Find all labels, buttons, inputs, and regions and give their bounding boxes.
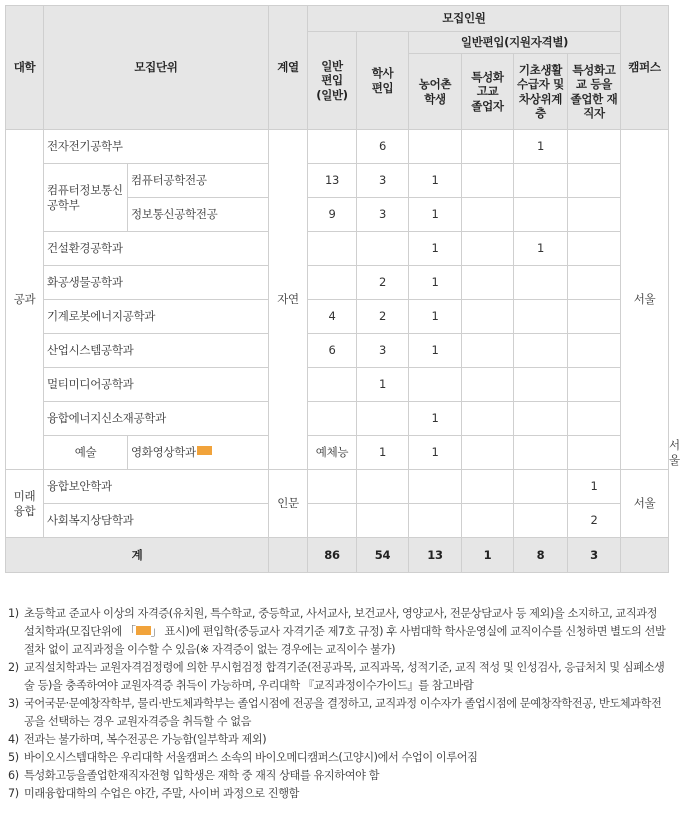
cell-farm: 1 xyxy=(409,300,462,334)
footnote-item: 7) 미래융합대학의 수업은 야간, 주말, 사이버 과정으로 진행함 xyxy=(8,787,300,800)
cell-special-worker: 2 xyxy=(568,504,621,538)
cell-special-hs xyxy=(462,300,514,334)
college-eng: 공과 xyxy=(6,130,44,470)
total-basic: 8 xyxy=(514,538,568,573)
cell-basic xyxy=(514,266,568,300)
unit-conv: 융합에너지신소재공학과 xyxy=(44,402,269,436)
header-special-worker: 특성화고교 등을 졸업한 재직자 xyxy=(568,54,621,130)
total-special-worker: 3 xyxy=(568,538,621,573)
unit-ce-major: 컴퓨터공학전공 xyxy=(128,164,269,198)
cell-special-hs xyxy=(462,368,514,402)
cell-bachelor xyxy=(357,232,409,266)
total-general: 86 xyxy=(308,538,357,573)
cell-farm: 1 xyxy=(409,198,462,232)
footnotes xyxy=(8,605,668,803)
cell-bachelor xyxy=(357,504,409,538)
cell-basic xyxy=(514,300,568,334)
college-future: 미래 융합 xyxy=(6,470,44,538)
cell-special-hs xyxy=(462,402,514,436)
cell-bachelor: 2 xyxy=(357,300,409,334)
footnote-item: 3) 국어국문·문예창작학부, 물리·반도체과학부는 졸업시점에 전공을 결정하고, 교직과정 이수자가 졸업시점에 문예창작학전공, 반도체과학전공을 선택하는 경우 교원자격증을 취득할 수 없음 xyxy=(8,697,662,728)
unit-mm: 멀티미디어공학과 xyxy=(44,368,269,402)
table-row xyxy=(6,334,669,368)
cell-special-worker xyxy=(568,300,621,334)
total-row xyxy=(6,538,669,573)
cell-special-hs xyxy=(462,232,514,266)
cell-special-hs xyxy=(514,436,568,470)
header-bachelor: 학사 편입 xyxy=(357,32,409,130)
cell-special-worker xyxy=(568,334,621,368)
cell-bachelor: 1 xyxy=(357,368,409,402)
table-row xyxy=(6,164,669,198)
cell-general: 9 xyxy=(308,198,357,232)
cell-special-worker xyxy=(568,266,621,300)
campus-eng: 서울 xyxy=(621,130,669,470)
table-row xyxy=(6,470,669,504)
footnote-item: 5) 바이오시스템대학은 우리대학 서울캠퍼스 소속의 바이오메디캠퍼스(고양시)에서 수업이 이루어짐 xyxy=(8,751,478,764)
cell-special-worker xyxy=(568,368,621,402)
table-row xyxy=(6,232,669,266)
cell-farm: 1 xyxy=(409,266,462,300)
cell-special-worker xyxy=(568,130,621,164)
cell-bachelor: 6 xyxy=(357,130,409,164)
cell-general xyxy=(308,470,357,504)
cell-bachelor: 3 xyxy=(357,198,409,232)
cell-general: 1 xyxy=(357,436,409,470)
total-track xyxy=(269,538,308,573)
cell-general xyxy=(308,130,357,164)
header-track: 계열 xyxy=(269,6,308,130)
cell-special-worker xyxy=(568,232,621,266)
cell-farm: 1 xyxy=(409,334,462,368)
unit-ic-major: 정보통신공학전공 xyxy=(128,198,269,232)
unit-ee: 전자전기공학부 xyxy=(44,130,269,164)
track-eng: 자연 xyxy=(269,130,308,470)
cell-farm xyxy=(462,436,514,470)
cell-farm: 1 xyxy=(409,402,462,436)
cell-general xyxy=(308,402,357,436)
college-art: 예술 xyxy=(44,436,128,470)
cell-general: 4 xyxy=(308,300,357,334)
cell-bachelor xyxy=(357,402,409,436)
cell-basic xyxy=(514,470,568,504)
cell-special-hs xyxy=(462,266,514,300)
header-basic: 기초생활 수급자 및 차상위계층 xyxy=(514,54,568,130)
cell-basic xyxy=(514,402,568,436)
cell-basic: 1 xyxy=(514,130,568,164)
cell-general xyxy=(308,368,357,402)
header-general: 일반 편입 (일반) xyxy=(308,32,357,130)
cell-bachelor: 3 xyxy=(357,334,409,368)
table-row xyxy=(6,368,669,402)
footnote-item: 2) 교직설치학과는 교원자격검정령에 의한 무시험검정 합격기준(전공과목, 교직과목, 성적기준, 교직 적성 및 인성검사, 응급처치 및 심폐소생술 등)을 충족하여야 교원자격증 취득이 가능하며, 우리대학 『교직과정이수가이드』를 참고바람 xyxy=(8,661,665,692)
footnote-item: 1) 초등학교 준교사 이상의 자격증(유치원, 특수학교, 중등학교, 사서교사, 보건교사, 영양교사, 전문상담교사 등 제외)을 소지하고, 교직과정 설치학과(모집단위에 「 」 표시)에 편입학(중등교사 자격기준 제7호 규정) 후 사범대학 학사운영실에 교직이수를 신청하면 별도의 선발절차 없이 교직과정을 이수할 수 있음(※ 자격증이 없는 경우에는 교직이수 불가) xyxy=(8,607,666,656)
header-special-hs: 특성화 고교 졸업자 xyxy=(462,54,514,130)
unit-chem: 화공생물공학과 xyxy=(44,266,269,300)
table-row: 예술 영화영상학과 예체능 1 1 서울 xyxy=(6,436,669,470)
cell-basic xyxy=(514,368,568,402)
cell-general: 13 xyxy=(308,164,357,198)
cell-special-hs xyxy=(462,130,514,164)
cell-special-worker xyxy=(568,164,621,198)
cell-special-hs xyxy=(462,198,514,232)
table-row xyxy=(6,504,669,538)
cell-bachelor: 3 xyxy=(357,164,409,198)
header-college: 대학 xyxy=(6,6,44,130)
cell-basic xyxy=(514,164,568,198)
cell-general: 6 xyxy=(308,334,357,368)
cell-special-worker xyxy=(568,402,621,436)
header-recruitment: 모집인원 xyxy=(308,6,621,32)
cell-farm xyxy=(409,130,462,164)
unit-civil: 건설환경공학과 xyxy=(44,232,269,266)
cell-bachelor: 1 xyxy=(409,436,462,470)
table-row xyxy=(6,300,669,334)
unit-cie: 컴퓨터정보통신공학부 xyxy=(44,164,128,232)
cell-farm xyxy=(409,470,462,504)
table-row xyxy=(6,402,669,436)
cell-special-hs xyxy=(462,470,514,504)
unit-mech: 기계로봇에너지공학과 xyxy=(44,300,269,334)
cell-general xyxy=(308,232,357,266)
cell-farm: 1 xyxy=(409,164,462,198)
total-campus xyxy=(621,538,669,573)
cell-general xyxy=(308,266,357,300)
cell-special-worker: 1 xyxy=(568,470,621,504)
campus-future: 서울 xyxy=(621,470,669,538)
header-general-group: 일반편입(지원자격별) xyxy=(409,32,621,54)
cell-farm xyxy=(409,504,462,538)
track-future: 인문 xyxy=(269,470,308,538)
header-campus: 캠퍼스 xyxy=(621,6,669,130)
cell-general xyxy=(308,504,357,538)
cell-special-hs xyxy=(462,334,514,368)
unit-film: 영화영상학과 xyxy=(128,436,308,470)
cell-special-worker xyxy=(568,198,621,232)
cell-farm: 1 xyxy=(409,232,462,266)
teaching-course-badge-icon xyxy=(136,626,151,635)
cell-bachelor xyxy=(357,470,409,504)
header-unit: 모집단위 xyxy=(44,6,269,130)
recruitment-table xyxy=(5,5,680,573)
unit-ind: 산업시스템공학과 xyxy=(44,334,269,368)
header-farm: 농어촌 학생 xyxy=(409,54,462,130)
cell-basic xyxy=(514,198,568,232)
cell-basic xyxy=(514,504,568,538)
cell-special-hs xyxy=(462,504,514,538)
total-label: 계 xyxy=(6,538,269,573)
footnote-item: 6) 특성화고등을졸업한재직자전형 입학생은 재학 중 재직 상태를 유지하여야 함 xyxy=(8,769,380,782)
total-special-hs: 1 xyxy=(462,538,514,573)
footnote-item: 4) 전과는 불가하며, 복수전공은 가능함(일부학과 제외) xyxy=(8,733,267,746)
unit-welfare: 사회복지상담학과 xyxy=(44,504,269,538)
cell-special-hs xyxy=(462,164,514,198)
total-bachelor: 54 xyxy=(357,538,409,573)
unit-sec: 융합보안학과 xyxy=(44,470,269,504)
track-art: 예체능 xyxy=(308,436,357,470)
cell-farm xyxy=(409,368,462,402)
cell-basic xyxy=(514,334,568,368)
teaching-course-badge-icon xyxy=(197,446,212,455)
cell-basic: 1 xyxy=(514,232,568,266)
table-row xyxy=(6,266,669,300)
cell-bachelor: 2 xyxy=(357,266,409,300)
total-farm: 13 xyxy=(409,538,462,573)
table-row xyxy=(6,130,669,164)
cell-basic xyxy=(568,436,621,470)
